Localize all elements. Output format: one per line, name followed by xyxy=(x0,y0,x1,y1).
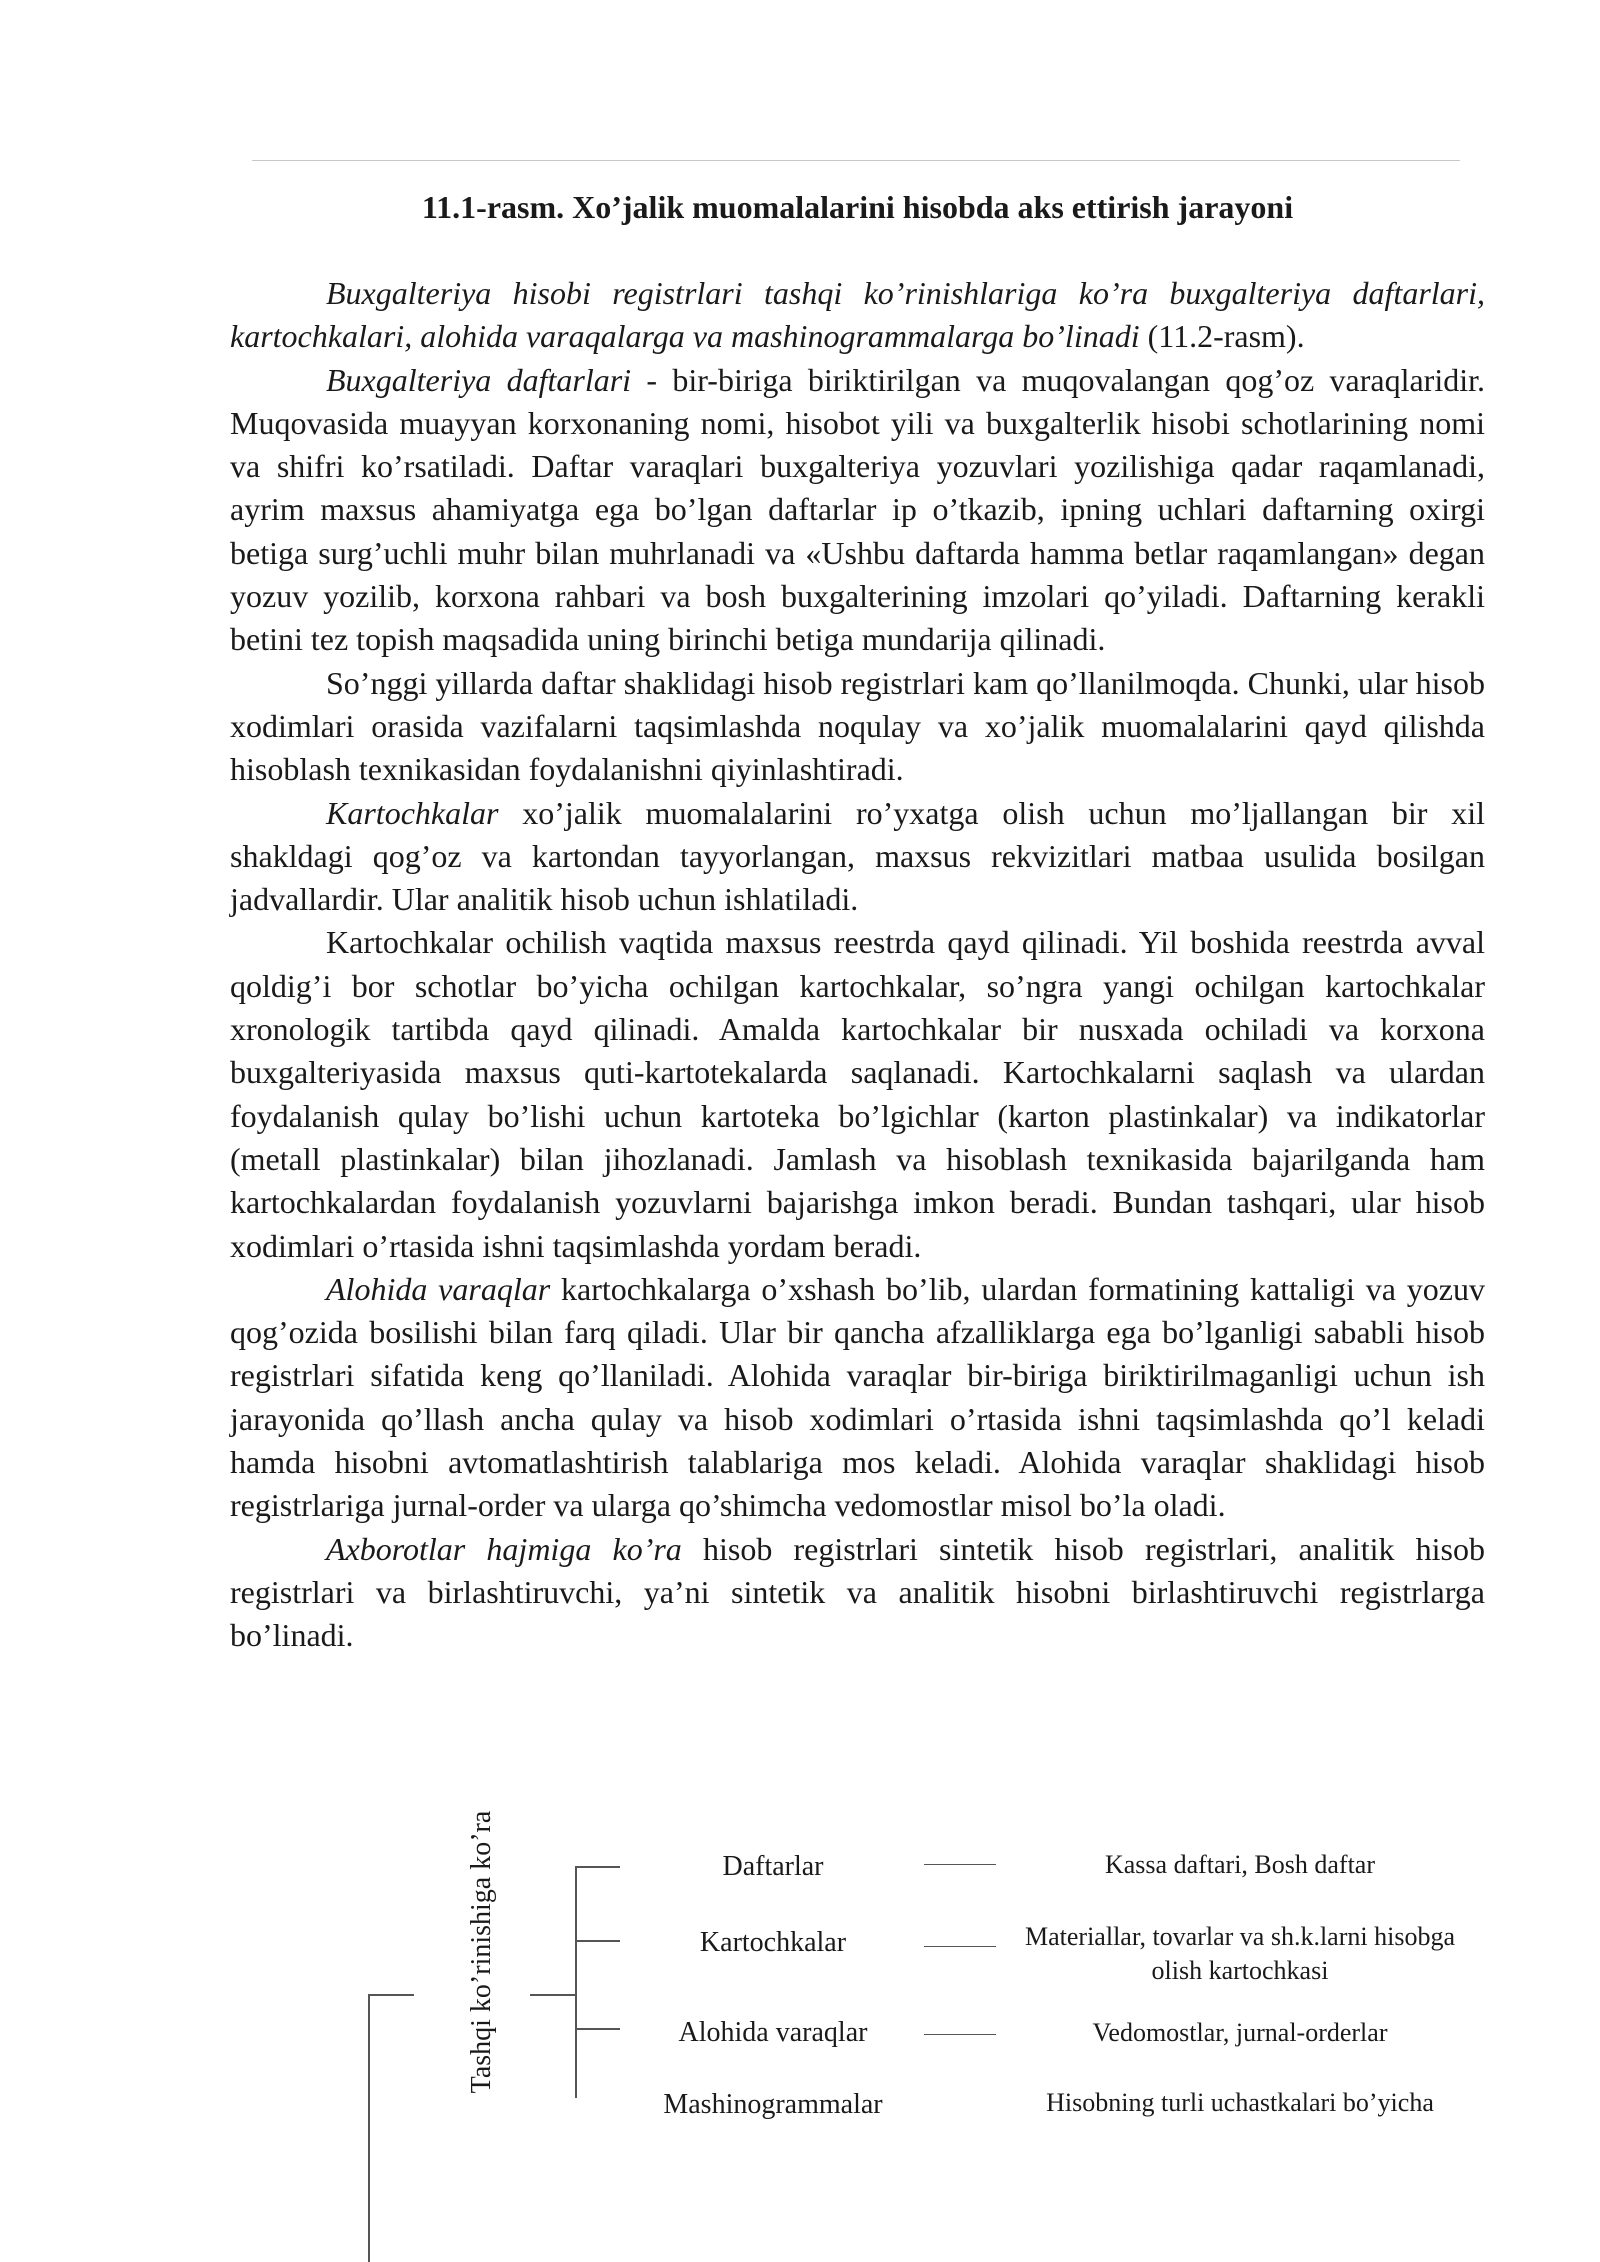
paragraph-text: xo’jalik muomalalarini ro’yxatga olish uchun mo’ljallangan bir xil shakldagi qog’oz va kartondan tayyorlangan, maxsus rekvizitlari matbaa usulida bosilgan jadvallardir. Ular analitik hisob uchun ishlatiladi. xyxy=(230,794,1485,918)
figure-caption: 11.1-rasm. Xo’jalik muomalalarini hisobda aks ettirish jarayoni xyxy=(421,189,1294,225)
paragraph-lead: Buxgalteriya daftarlari xyxy=(326,361,632,398)
paragraph-lead: Alohida varaqlar xyxy=(326,1270,551,1307)
example-label: Materiallar, tovarlar va sh.k.larni hisobga olish kartochkasi xyxy=(1025,1922,1455,1985)
category-label: Mashinogrammalar xyxy=(663,2089,883,2120)
row-connector-1 xyxy=(924,1864,996,1865)
paragraph-lead: Buxgalteriya hisobi registrlari tashqi ko’rinishlariga ko’ra buxgalteriya daftarlari, kartochkalari, alohida varaqalarga va mashinogrammalarga bo’linadi xyxy=(230,275,1485,355)
paragraph xyxy=(230,1528,1485,1658)
paragraph xyxy=(230,272,1485,359)
paragraph xyxy=(230,792,1485,922)
example-label: Hisobning turli uchastkalari bo’yicha xyxy=(1046,2088,1434,2117)
category-label: Alohida varaqlar xyxy=(678,2017,868,2048)
paragraph xyxy=(230,1268,1485,1528)
paragraph-text: hisob registrlari sintetik hisob registrlari, analitik hisob registrlari va birlashtiruvchi, ya’ni sintetik va analitik hisobni birlashtiruvchi registrlarga bo’linadi. xyxy=(230,1530,1485,1654)
paragraph xyxy=(230,662,1485,792)
paragraph xyxy=(230,359,1485,662)
example-label: Vedomostlar, jurnal-orderlar xyxy=(1092,2018,1388,2047)
paragraph-text: - bir-biriga biriktirilgan va muqovalangan qog’oz varaqlaridir. Muqovasida muayyan korxonaning nomi, hisobot yili va buxgalterlik hisobi schotlarining nomi va shifri ko’rsatiladi. Daftar varaqlari buxgalteriya yozuvlari yozilishiga qadar raqamlanadi, ayrim maxsus ahamiyatga ega bo’lgan daftarlar ip o’tkazib, ipning uchlari daftarning oxirgi betiga surg’uchli muhr bilan muhrlanadi va «Ushbu daftarda hamma betlar raqamlangan» degan yozuv yozilib, korxona rahbari va bosh buxgalterining imzolari qo’yiladi. Daftarning kerakli betini tez topish maqsadida uning birinchi betiga mundarija qilinadi. xyxy=(230,361,1486,658)
paragraph xyxy=(230,921,1485,1267)
row-connector-3 xyxy=(924,2034,996,2035)
bracket-vertical xyxy=(575,1866,577,2098)
header-rule xyxy=(252,160,1460,161)
paragraph-text: So’nggi yillarda daftar shaklidagi hisob registrlari kam qo’llanilmoqda. Chunki, ular hisob xodimlari orasida vazifalarni taqsimlashda noqulay va xo’jalik muomalalarini qayd qilishda hisoblash texnikasidan foydalanishni qiyinlashtiradi. xyxy=(230,664,1485,788)
paragraph-text: kartochkalarga o’xshash bo’lib, ulardan formatining kattaligi va yozuv qog’ozida bosilishi bilan farq qiladi. Ular bir qancha afzalliklarga ega bo’lganligi sababli hisob registrlari sifatida keng qo’llaniladi. Alohida varaqlar bir-biriga biriktirilmaganligi uchun ish jarayonida qo’llash ancha qulay va hisob xodimlari o’rtasida ishni taqsimlashda qo’l keladi hamda hisobni avtomatlashtirish talablariga mos keladi. Alohida varaqlar shaklidagi hisob registrlariga jurnal-order va ularga qo’shimcha vedomostlar misol bo’la oladi. xyxy=(230,1270,1486,1524)
category-label: Kartochkalar xyxy=(699,1927,847,1958)
outer-connector-horizontal xyxy=(368,1994,414,1996)
paragraph-text: (11.2-rasm). xyxy=(1139,318,1305,355)
paragraph-text: Kartochkalar ochilish vaqtida maxsus reestrda qayd qilinadi. Yil boshida reestrda avval qoldig’i bor schotlar bo’yicha ochilgan kartochkalar, so’ngra yangi ochilgan kartochkalar xronologik tartibda qayd qilinadi. Amalda kartochkalar bir nusxada ochiladi va korxona buxgalteriyasida maxsus quti-kartotekalarda saqlanadi. Kartochkalarni saqlash va ulardan foydalanish qulay bo’lishi uchun kartoteka bo’lgichlar (karton plastinkalar) va indikatorlar (metall plastinkalar) bilan jihozlanadi. Jamlash va hisoblash texnikasida bajarilganda ham kartochkalardan foydalanish yozuvlarni bajarishga imkon beradi. Bundan tashqari, ular hisob xodimlari o’rtasida ishni taqsimlashda yordam beradi. xyxy=(230,924,1485,1264)
paragraph-lead: Kartochkalar xyxy=(326,794,499,831)
example-label: Kassa daftari, Bosh daftar xyxy=(1104,1850,1376,1879)
bracket-tick-3 xyxy=(575,2028,620,2030)
row-connector-2 xyxy=(924,1946,996,1947)
bracket-tick-2 xyxy=(575,1940,620,1942)
category-label: Daftarlar xyxy=(722,1851,824,1882)
body-text xyxy=(230,272,1485,1658)
outer-connector-vertical xyxy=(368,1994,370,2262)
register-types-diagram: Tashqi ko’rinishiga ko’ra Daftarlar Kartochkalar Alohida varaqlar Mashinogrammalar Kassa daftari, Bosh daftar Materiallar, tovarlar va sh.k.larni hisobga olish kartochkasi Vedomostlar, jurnal-orderlar Hisobning turli uchastkalari bo’yicha xyxy=(0,0,1600,2262)
group-connector xyxy=(530,1994,575,1996)
bracket-tick-1 xyxy=(575,1866,620,1868)
paragraph-lead: Axborotlar hajmiga ko’ra xyxy=(326,1530,682,1567)
